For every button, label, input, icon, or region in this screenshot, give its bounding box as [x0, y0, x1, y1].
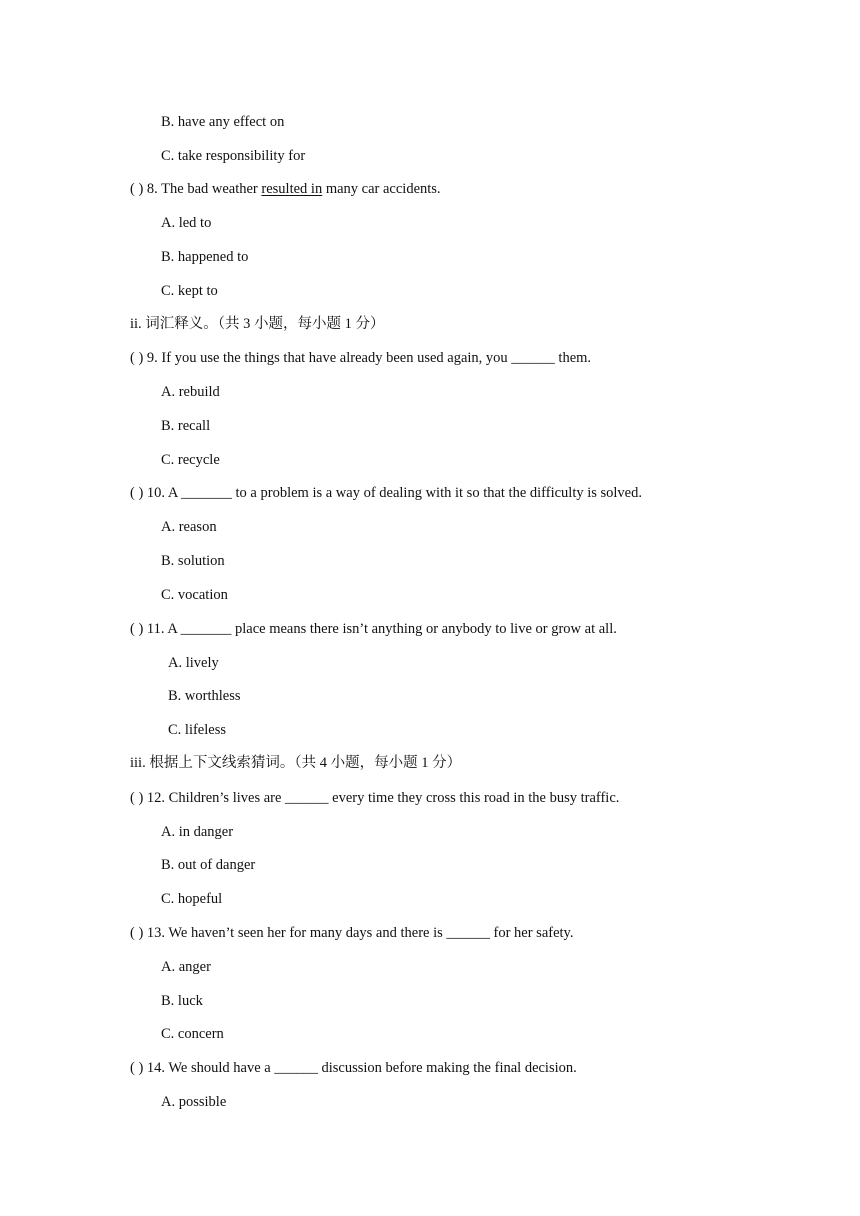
option-9c: C. recycle	[161, 452, 220, 468]
question-8-underlined-phrase: resulted in	[261, 181, 323, 197]
question-8	[130, 180, 441, 198]
option-12a: A. in danger	[161, 824, 234, 840]
question-14: ( ) 14. We should have a ______ discussion before making the final decision.	[130, 1060, 577, 1076]
option-12c: C. hopeful	[161, 891, 223, 907]
question-11: ( ) 11. A _______ place means there isn’t anything or anybody to live or grow at all.	[130, 621, 617, 637]
option-11a: A. lively	[168, 655, 219, 671]
question-10: ( ) 10. A _______ to a problem is a way of dealing with it so that the difficulty is solved.	[130, 485, 642, 501]
option-13b: B. luck	[161, 993, 203, 1009]
section-heading-iii: iii. 根据上下文线索猜词。（共 4 小题，每小题 1 分）	[130, 755, 462, 771]
option-13a: A. anger	[161, 959, 211, 975]
option-8a: A. led to	[161, 215, 212, 231]
question-8-prefix: ( ) 8. The bad weather	[130, 181, 262, 197]
option-8c: C. kept to	[161, 283, 218, 299]
option-7b: B. have any effect on	[161, 114, 285, 130]
question-12: ( ) 12. Children’s lives are ______ every time they cross this road in the busy traffic.	[130, 790, 620, 806]
option-10b: B. solution	[161, 553, 225, 569]
option-11c: C. lifeless	[168, 722, 226, 738]
section-heading-ii: ii. 词汇释义。（共 3 小题，每小题 1 分）	[130, 316, 385, 332]
question-13: ( ) 13. We haven’t seen her for many days and there is ______ for her safety.	[130, 925, 574, 941]
option-10c: C. vocation	[161, 587, 228, 603]
option-12b: B. out of danger	[161, 857, 256, 873]
question-9: ( ) 9. If you use the things that have already been used again, you ______ them.	[130, 350, 592, 366]
option-11b: B. worthless	[168, 688, 241, 704]
option-9b: B. recall	[161, 418, 211, 434]
option-7c: C. take responsibility for	[161, 148, 306, 164]
question-8-suffix: many car accidents.	[322, 181, 441, 197]
option-14a: A. possible	[161, 1094, 227, 1110]
option-9a: A. rebuild	[161, 384, 220, 400]
option-8b: B. happened to	[161, 249, 249, 265]
option-10a: A. reason	[161, 519, 217, 535]
option-13c: C. concern	[161, 1026, 224, 1042]
